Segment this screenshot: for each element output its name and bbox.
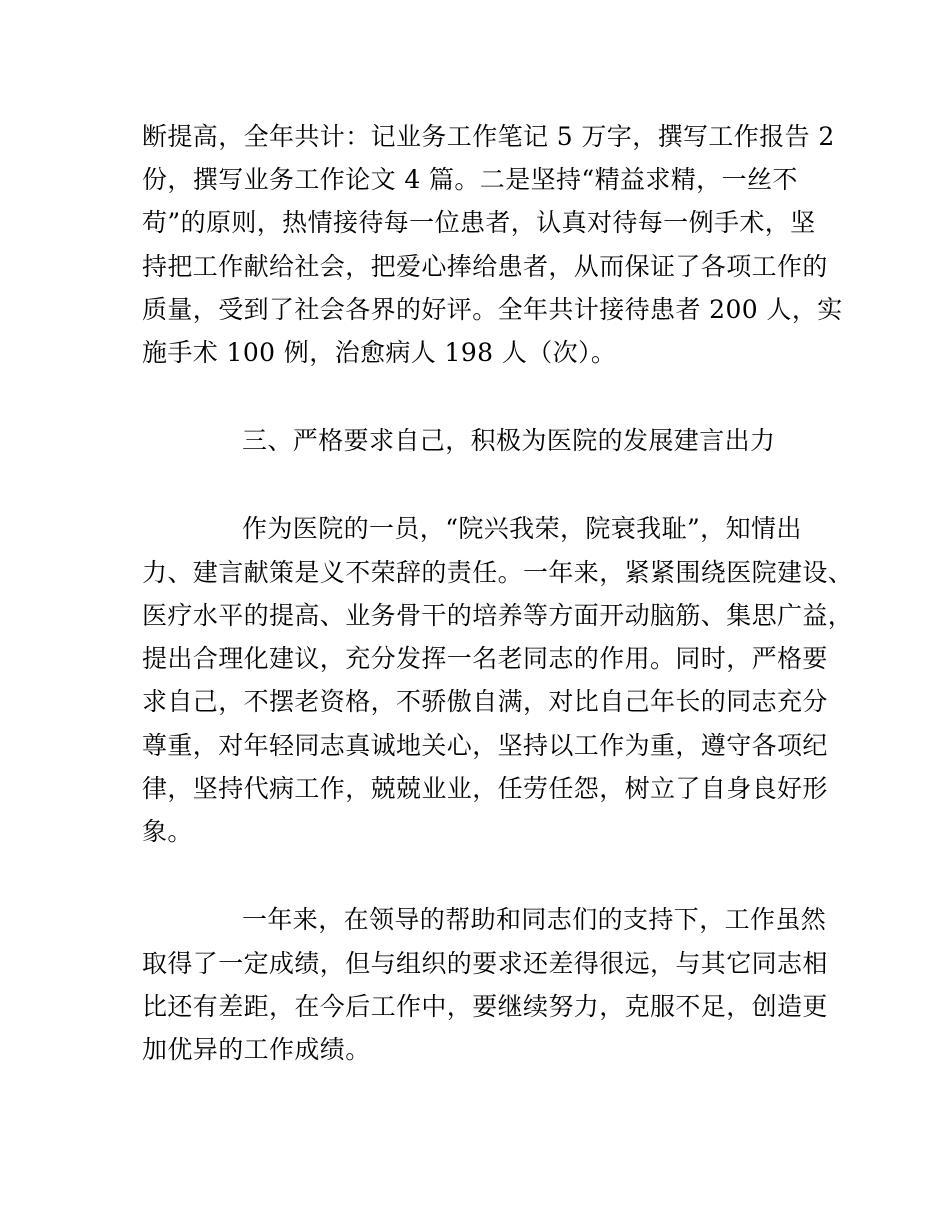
section-heading: 三、严格要求自己，积极为医院的发展建言出力	[242, 426, 776, 455]
paragraph-line: 一年来，在领导的帮助和同志们的支持下，工作虽然	[242, 905, 827, 934]
paragraph-line: 求自己，不摆老资格，不骄傲自满，对比自己年长的同志充分	[142, 687, 828, 716]
paragraph-line: 作为医院的一员，“院兴我荣，院衰我耻”，知情出	[242, 514, 802, 543]
paragraph-line: 取得了一定成绩，但与组织的要求还差得很远，与其它同志相	[142, 949, 828, 978]
paragraph-line: 施手术 100 例，治愈病人 198 人（次）。	[142, 338, 617, 367]
paragraph-line: 持把工作献给社会，把爱心捧给患者，从而保证了各项工作的	[142, 252, 828, 281]
paragraph-line: 比还有差距，在今后工作中，要继续努力，克服不足，创造更	[142, 992, 828, 1021]
paragraph-line: 断提高，全年共计：记业务工作笔记 5 万字，撰写工作报告 2	[142, 122, 835, 151]
paragraph-line: 医疗水平的提高、业务骨干的培养等方面开动脑筋、集思广益，	[142, 601, 854, 630]
paragraph-line: 象。	[142, 817, 193, 846]
paragraph-line: 苟”的原则，热情接待每一位患者，认真对待每一例手术，坚	[142, 208, 816, 237]
paragraph-line: 律，坚持代病工作，兢兢业业，任劳任怨，树立了自身良好形	[142, 774, 828, 803]
paragraph-line: 力、建言献策是义不荣辞的责任。一年来，紧紧围绕医院建设、	[142, 558, 854, 587]
paragraph-line: 份，撰写业务工作论文 4 篇。二是坚持“精益求精，一丝不	[142, 165, 798, 194]
paragraph-line: 尊重，对年轻同志真诚地关心，坚持以工作为重，遵守各项纪	[142, 731, 828, 760]
paragraph-line: 质量，受到了社会各界的好评。全年共计接待患者 200 人，实	[142, 295, 843, 324]
paragraph-line: 提出合理化建议，充分发挥一名老同志的作用。同时，严格要	[142, 644, 828, 673]
paragraph-line: 加优异的工作成绩。	[142, 1035, 371, 1064]
